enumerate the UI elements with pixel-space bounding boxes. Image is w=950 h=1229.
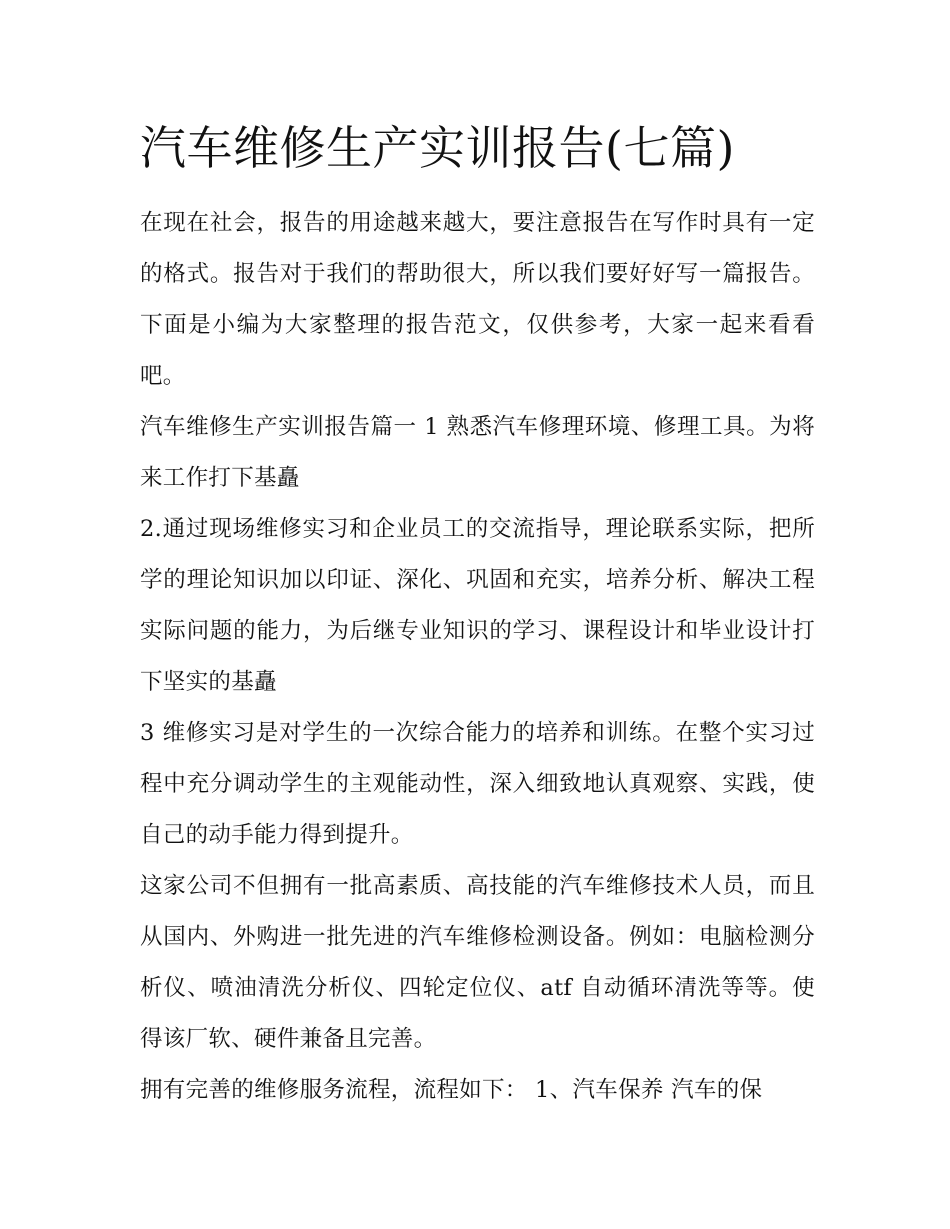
paragraph-point-two: 2.通过现场维修实习和企业员工的交流指导，理论联系实际，把所学的理论知识加以印证、深化、巩固和充实，培养分析、解决工程实际问题的能力，为后继专业知识的学习、课程设计和毕业设计打下坚实的基矗: [140, 516, 815, 695]
paragraph-point-three: 3 维修实习是对学生的一次综合能力的培养和训练。在整个实习过程中充分调动学生的主观能动性，深入细致地认真观察、实践，使自己的动手能力得到提升。: [140, 720, 815, 848]
page-title: 汽车维修生产实训报告(七篇): [140, 121, 735, 175]
paragraph-section-one: 汽车维修生产实训报告篇一 1 熟悉汽车修理环境、修理工具。为将来工作打下基矗: [140, 414, 815, 491]
paragraph-service-flow: 拥有完善的维修服务流程，流程如下： 1、汽车保养 汽车的保: [140, 1077, 763, 1103]
paragraph-company: 这家公司不但拥有一批高素质、高技能的汽车维修技术人员，而且从国内、外购进一批先进的汽车维修检测设备。例如：电脑检测分析仪、喷油清洗分析仪、四轮定位仪、atf 自动循环清洗等等。使得该厂软、硬件兼备且完善。: [140, 873, 815, 1052]
document-body: [140, 118, 815, 1116]
paragraph-intro: 在现在社会，报告的用途越来越大，要注意报告在写作时具有一定的格式。报告对于我们的帮助很大，所以我们要好好写一篇报告。下面是小编为大家整理的报告范文，仅供参考，大家一起来看看吧。: [140, 210, 815, 389]
